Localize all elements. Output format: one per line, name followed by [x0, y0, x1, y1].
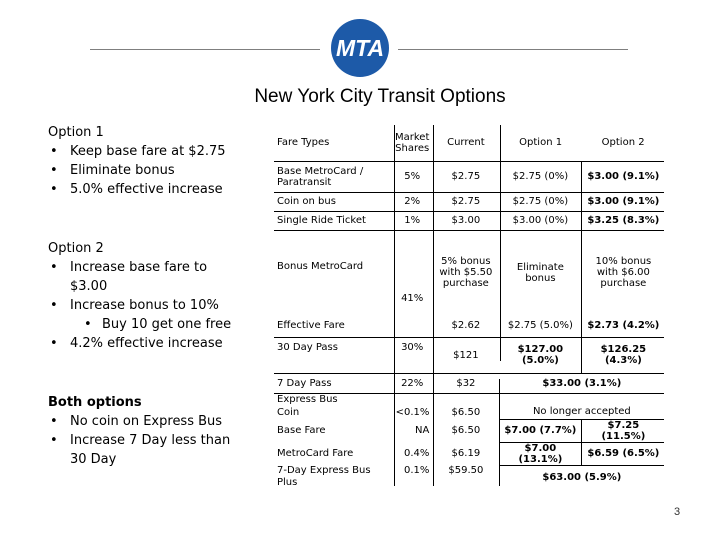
table-row: 30 Day Pass 30% $121 $127.00 (5.0%) $126.25 (4.3%)	[274, 337, 664, 373]
table-row: Base MetroCard / Paratransit 5% $2.75 $2.75 (0%) $3.00 (9.1%)	[274, 161, 664, 192]
header-option1: Option 1	[519, 137, 563, 149]
table-row: Coin on bus 2% $2.75 $2.75 (0%) $3.00 (9.1%)	[274, 192, 664, 211]
table-column-divider	[394, 125, 395, 486]
header-option2: Option 2	[601, 137, 645, 149]
list-item: • Increase bonus to 10%	[50, 298, 219, 313]
both-options-heading: Both options	[48, 395, 142, 410]
option1-heading: Option 1	[48, 125, 104, 140]
header-market-shares: Market Shares	[395, 131, 430, 154]
table-column-divider	[500, 125, 501, 361]
option2-heading: Option 2	[48, 241, 104, 256]
list-item-continuation: 30 Day	[70, 452, 117, 467]
table-column-divider	[433, 125, 434, 486]
header-rule-left	[90, 49, 320, 50]
mta-logo-text: MTA	[335, 35, 385, 61]
list-item: • Increase base fare to	[50, 260, 208, 275]
option1-block	[48, 123, 226, 199]
table-row: Bonus MetroCard 41% 5% bonus with $5.50 purchase Eliminate bonus 10% bonus with $6.00 purchase	[274, 230, 664, 315]
mta-logo	[330, 18, 390, 78]
table-row: Single Ride Ticket 1% $3.00 $3.00 (0%) $3.25 (8.3%)	[274, 211, 664, 230]
list-item: • Eliminate bonus	[50, 163, 175, 178]
table-row: MetroCard Fare 0.4% $6.19 $7.00 (13.1%) $6.59 (6.5%)	[274, 442, 664, 465]
both-options-block	[48, 393, 230, 469]
table-column-divider	[499, 379, 500, 486]
list-item: • 4.2% effective increase	[50, 336, 223, 351]
header-current: Current	[447, 137, 485, 149]
table-header-row	[274, 125, 664, 161]
sub-list-item: • Buy 10 get one free	[84, 317, 232, 332]
table-row: Coin <0.1% $6.50	[277, 406, 481, 418]
table-row: Base Fare NA $6.50 $7.00 (7.7%) $7.25 (11.5%)	[274, 419, 664, 442]
list-item-continuation: $3.00	[70, 279, 108, 294]
list-item: • 5.0% effective increase	[50, 182, 223, 197]
table-row: Effective Fare $2.62 $2.75 (5.0%) $2.73 (4.2%)	[274, 315, 664, 337]
list-item: • Keep base fare at $2.75	[50, 144, 226, 159]
header-fare-types: Fare Types	[277, 137, 330, 149]
page-title: New York City Transit Options	[254, 86, 506, 107]
table-row: Express Bus No longer accepted	[274, 393, 664, 406]
header-rule-right	[398, 49, 628, 50]
list-item: • Increase 7 Day less than	[50, 433, 231, 448]
list-item: • No coin on Express Bus	[50, 414, 223, 429]
option2-block	[48, 239, 231, 353]
table-row: 7 Day Pass 22% $32 $33.00 (3.1%)	[274, 373, 664, 393]
fare-table	[274, 125, 664, 489]
table-row: 7-Day Express Bus Plus 0.1% $59.50 $63.00 (5.9%)	[277, 465, 622, 488]
page-number: 3	[674, 506, 681, 518]
